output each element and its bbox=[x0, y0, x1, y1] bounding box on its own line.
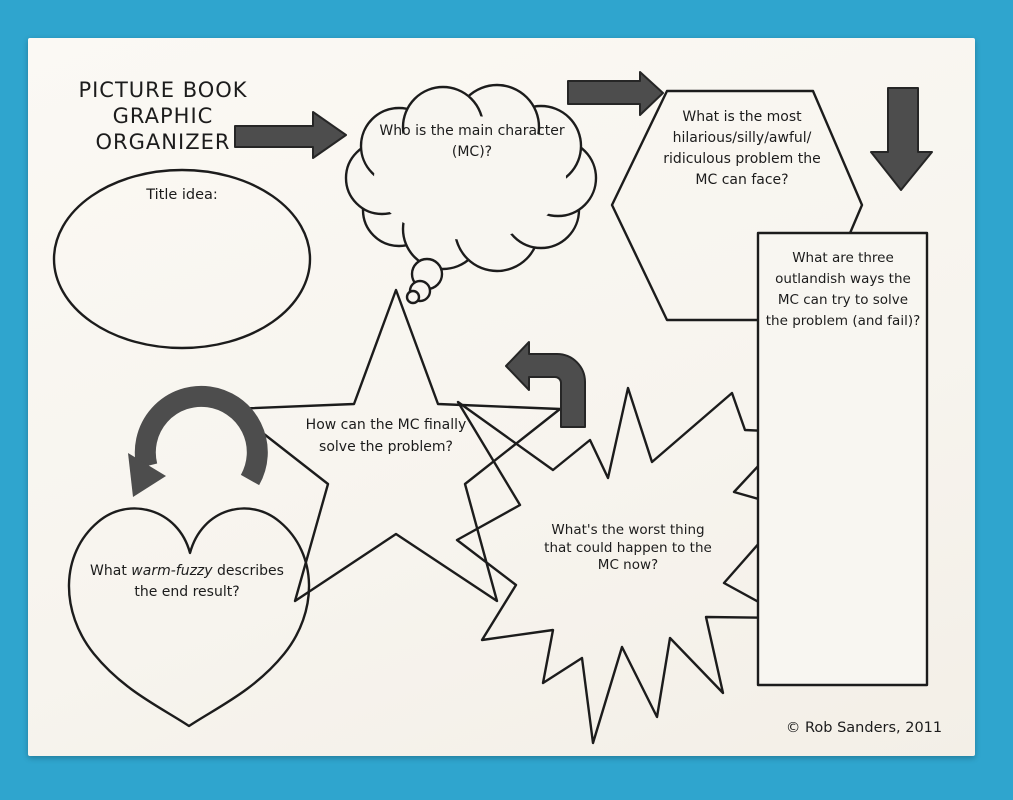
arrow-turn-left-icon bbox=[506, 342, 585, 427]
end-result-heart bbox=[69, 508, 309, 726]
worst-thing-question: What's the worst thing that could happen to the MC now? bbox=[544, 522, 712, 573]
arrow-right-icon bbox=[235, 112, 346, 158]
final-solution-question: How can the MC finally solve the problem? bbox=[305, 417, 467, 455]
arrow-arc-left-icon bbox=[128, 396, 257, 497]
main-character-question: Who is the main character (MC)? bbox=[379, 123, 565, 160]
copyright-note: © Rob Sanders, 2011 bbox=[785, 720, 943, 736]
warm-fuzzy-emphasis: warm-fuzzy bbox=[131, 563, 213, 579]
page-title-line: ORGANIZER bbox=[95, 130, 231, 154]
three-ways-question: What are three outlandish ways the MC can try to solve the problem (and fail)? bbox=[765, 250, 921, 329]
page-title-line: GRAPHIC bbox=[112, 104, 214, 128]
problem-question: What is the most hilarious/silly/awful/ ridiculous problem the MC can face? bbox=[663, 109, 821, 188]
page-title bbox=[78, 77, 247, 155]
title-idea-label: Title idea: bbox=[146, 187, 218, 203]
arrow-down-icon bbox=[871, 88, 932, 190]
main-character-cloud bbox=[346, 85, 596, 303]
warm-fuzzy-question: What warm-fuzzy describes the end result? bbox=[90, 563, 284, 600]
thought-bubble bbox=[407, 291, 419, 303]
page-title-line: PICTURE BOOK bbox=[78, 78, 248, 102]
arrow-right-icon bbox=[568, 72, 663, 115]
